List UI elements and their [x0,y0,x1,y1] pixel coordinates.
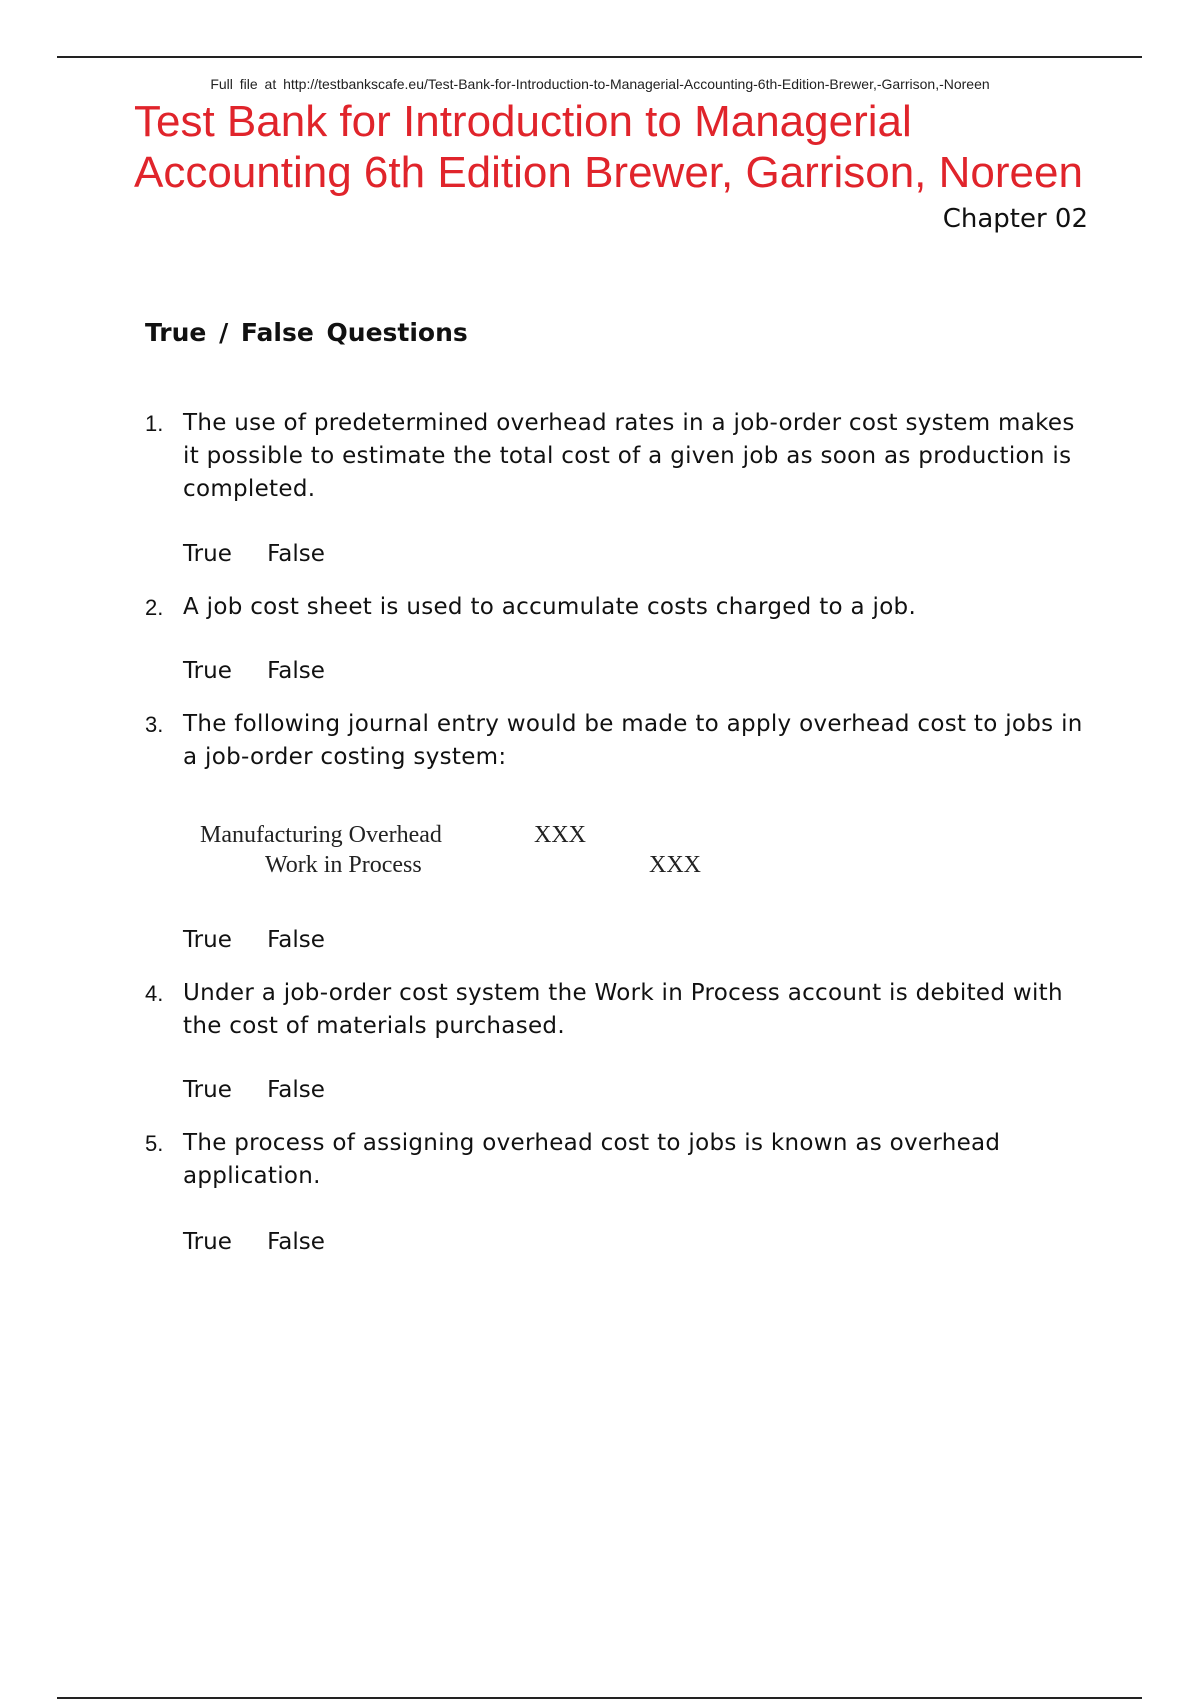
question-4 [145,977,1085,1043]
answer-options-2 [183,656,325,686]
answer-options-4 [183,1075,325,1105]
journal-entry [200,822,720,892]
journal-credit-account: Work in Process [265,852,422,878]
question-1 [145,407,1085,506]
question-text: A job cost sheet is used to accumulate costs charged to a job. [183,594,917,620]
bottom-rule [57,1697,1142,1699]
top-rule [57,56,1142,58]
question-text: The use of predetermined overhead rates in a job-order cost system makes it possible to estimate the total cost of a given job as soon as production is completed. [183,410,1075,502]
option-true: True [183,1229,232,1255]
option-true: True [183,927,232,953]
journal-debit-amount: XXX [534,822,586,848]
answer-options-3 [183,925,325,955]
source-url-line: Full file at http://testbankscafe.eu/Test-Bank-for-Introduction-to-Managerial-Accounting-6th-Edition-Brewer,-Garrison,-Noreen [210,76,990,92]
journal-credit-amount: XXX [649,852,701,878]
question-number: 4. [145,981,164,1006]
question-text: Under a job-order cost system the Work in Process account is debited with the cost of materials purchased. [183,980,1063,1039]
option-true: True [183,541,232,567]
document-title: Test Bank for Introduction to Managerial Accounting 6th Edition Brewer, Garrison, Noreen [134,97,1083,197]
option-false: False [267,927,325,953]
section-heading: True / False Questions [145,318,468,347]
option-false: False [267,541,325,567]
question-5 [145,1127,1085,1193]
chapter-label: Chapter 02 [942,204,1088,234]
question-number: 5. [145,1131,164,1156]
answer-options-1 [183,539,325,569]
option-true: True [183,1077,232,1103]
question-text: The following journal entry would be made to apply overhead cost to jobs in a job-order costing system: [183,711,1083,770]
question-text: The process of assigning overhead cost to jobs is known as overhead application. [183,1130,1001,1189]
journal-debit-account: Manufacturing Overhead [200,822,442,848]
answer-options-5 [183,1227,325,1257]
question-3 [145,708,1085,774]
option-false: False [267,1229,325,1255]
question-number: 2. [145,595,164,620]
option-false: False [267,1077,325,1103]
question-number: 3. [145,712,164,737]
question-number: 1. [145,411,164,436]
question-2 [145,591,1085,624]
option-true: True [183,658,232,684]
option-false: False [267,658,325,684]
